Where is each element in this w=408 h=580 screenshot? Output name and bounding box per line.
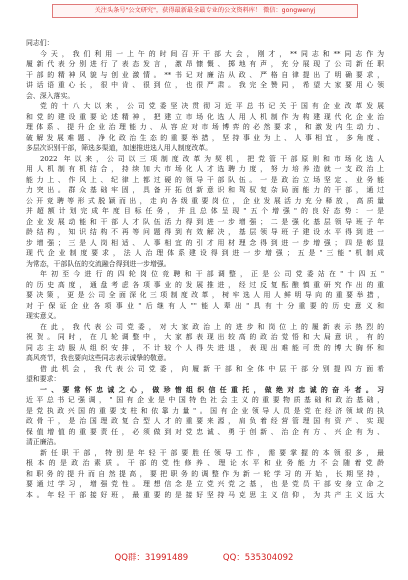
text-line: 讲话语重心长，很中肯、很到位，也很严肃。我完全赞同，希望大家要用心领 (26, 81, 384, 89)
text-line: 是党执政兴国的重要支柱和依靠力量"。国有企业领导人员是党在经济领域的执 (26, 406, 384, 415)
text-line: 一、要常怀忠诚之心，做珍惜组织信任重托，做绝对忠诚的奋斗者。习 (40, 385, 384, 394)
text-line: 多层次识别干部，筛选多渠道，加速推进选人用人制度改革。 (26, 144, 213, 152)
text-line: 会、深入落实。 (26, 91, 75, 100)
text-line: 破解发展难题、净化政治生态的重要举措，坚持事业为上、人事相宜，多角度、 (26, 133, 384, 142)
text-line: 2022 年以来，公司以三项制度改革为契机，把党管干部原则和市场化选人 (40, 154, 384, 163)
text-line: 祝贺。同时，在几轮调整中，大家都表现出较高的政治觉悟和大局意识，有的 (26, 333, 384, 341)
text-line: 的历史高度，通盘考虑各项事业的发展推进，经过反复酝酿慎重研究作出的重 (26, 280, 384, 289)
text-line: 保值增值的重要责任，必须做到对党忠诚、勇于创新、治企有方、兴企有为、 (26, 427, 384, 436)
text-line: 同志们： (26, 39, 54, 47)
text-line: 龄结构，知识结构不再等问题得到有效解决，基层领导班子建设水平得到进一 (26, 228, 384, 236)
text-line: 新任职干部，特别是年轻干部要胜任领导工作，需要掌握的本领很多，最 (40, 448, 384, 457)
text-line: 并超额计划完成年度目标任务，并且总体呈现"五个增强"的良好态势：一是 (26, 207, 384, 215)
text-line: 理体系、提升企业治理能力、从容应对市场博弈的必然要求，和激发内生动力、 (26, 123, 384, 131)
text-line: 要决策，更是公司全面深化三项制度改革，树牢选人用人鲜明导向的重要举措， (26, 291, 384, 299)
text-line: 力突出。群众基础牢固，具备开拓创新意识和驾驭复杂局面能力的干部，通过 (26, 186, 384, 194)
text-line: 公开竞聘等形式脱颖而出，走向各级重要岗位，企业发展活力充分释放，高质量 (26, 196, 384, 205)
text-line: 清正廉洁。 (26, 438, 61, 446)
text-line: 干部的精神风貌与创业激情。**书记对廉洁从政、严格自律提出了明确要求， (26, 70, 384, 79)
document-body (26, 38, 384, 543)
text-line: 和职务的提升而自然提高，要把职务的调整作为新一轮学习的开始，长期坚持， (26, 469, 384, 478)
text-line: 能力上、作风上、纪律上都过硬的领导干部队伍。一是政治立场坚定、业务能 (26, 175, 384, 184)
text-line: 本。年轻干部接好班，最重要的是接好坚持马克思主义信仰，为共产主义远大 (26, 490, 384, 499)
text-line: 用人机制有机结合，持续加大市场化人才选聘力度，努力培养造就一支政治上 (26, 165, 384, 173)
text-line: 高风亮节，我也要向这些同志表示诚挚的敬意。 (26, 354, 171, 362)
footer (0, 551, 408, 567)
text-line: 为常态，干部队伍的交流融合得到进一步增强。 (26, 259, 171, 268)
text-line: 根本的是政治素质。干部的党性修养、理论水平和业务能力不会随着党龄 (26, 459, 384, 467)
text-line: 现代企业制度要求，法人治理体系建设得到进一步增强；五是"三能"机制成 (26, 249, 384, 257)
text-line: 步增强；三是人岗相适、人事相宜的引才用材理念得到进一步增强；四是彰显 (26, 238, 384, 247)
footer-qq-group: QQ群：31991489 (114, 553, 189, 563)
text-line: 要通过学习，增强党性。理想信念是立党兴党之基，也是党员干部安身立命之 (26, 480, 384, 488)
text-line: 望和要求： (26, 375, 61, 383)
footer-qq-contact: QQ：535304092 (222, 553, 294, 563)
text-line: 借此机会，我代表公司党委，向履新干部和全体中层干部分别提四方面希 (40, 364, 384, 373)
text-line: 企业发展动能和干部人才队伍活力得到进一步增强；二是强化基层领导班子年 (26, 217, 384, 226)
text-line: 近平总书记强调，"国有企业是中国特色社会主义的重要物质基础和政治基础， (26, 396, 384, 404)
text-line: 党的十八大以来，公司党委坚决贯彻习近平总书记关于国有企业改革发展 (40, 102, 384, 110)
text-line: 政骨干，是治国理政复合型人才的重要来源，肩负着经营管理国有资产、实现 (26, 417, 384, 425)
promo-banner: 关注头条号"公文研究"，获得最新最全最专业的公文资料库！ 微信：gongwenyj (52, 4, 358, 18)
text-line: 履新代表分别进行了表态发言，激昂慷慨、掷地有声，充分展现了公司新任职 (26, 60, 384, 68)
text-line: 现实意义。 (26, 312, 61, 320)
text-line: 年初至今进行的四轮岗位竞聘和干部调整，正是公司党委站在"十四五" (40, 270, 384, 278)
text-line: 和党的建设重要论述精神，把建立市场化选人用人机制作为构建现代化企业治 (26, 112, 384, 121)
text-line: 今天，我们利用一上午的时间召开干部大会，刚才，**同志和**同志作为 (40, 49, 384, 58)
text-line: 对于保证企业各项事业"后继有人""能人辈出"具有十分重要的历史意义和 (26, 301, 384, 310)
text-line: 同志主动服从组织安排，不计较个人得失进退，表现出难能可贵的博大胸怀和 (26, 343, 384, 352)
text-line: 在此，我代表公司党委，对大家政治上的进步和岗位上的履新表示热烈的 (40, 322, 384, 331)
